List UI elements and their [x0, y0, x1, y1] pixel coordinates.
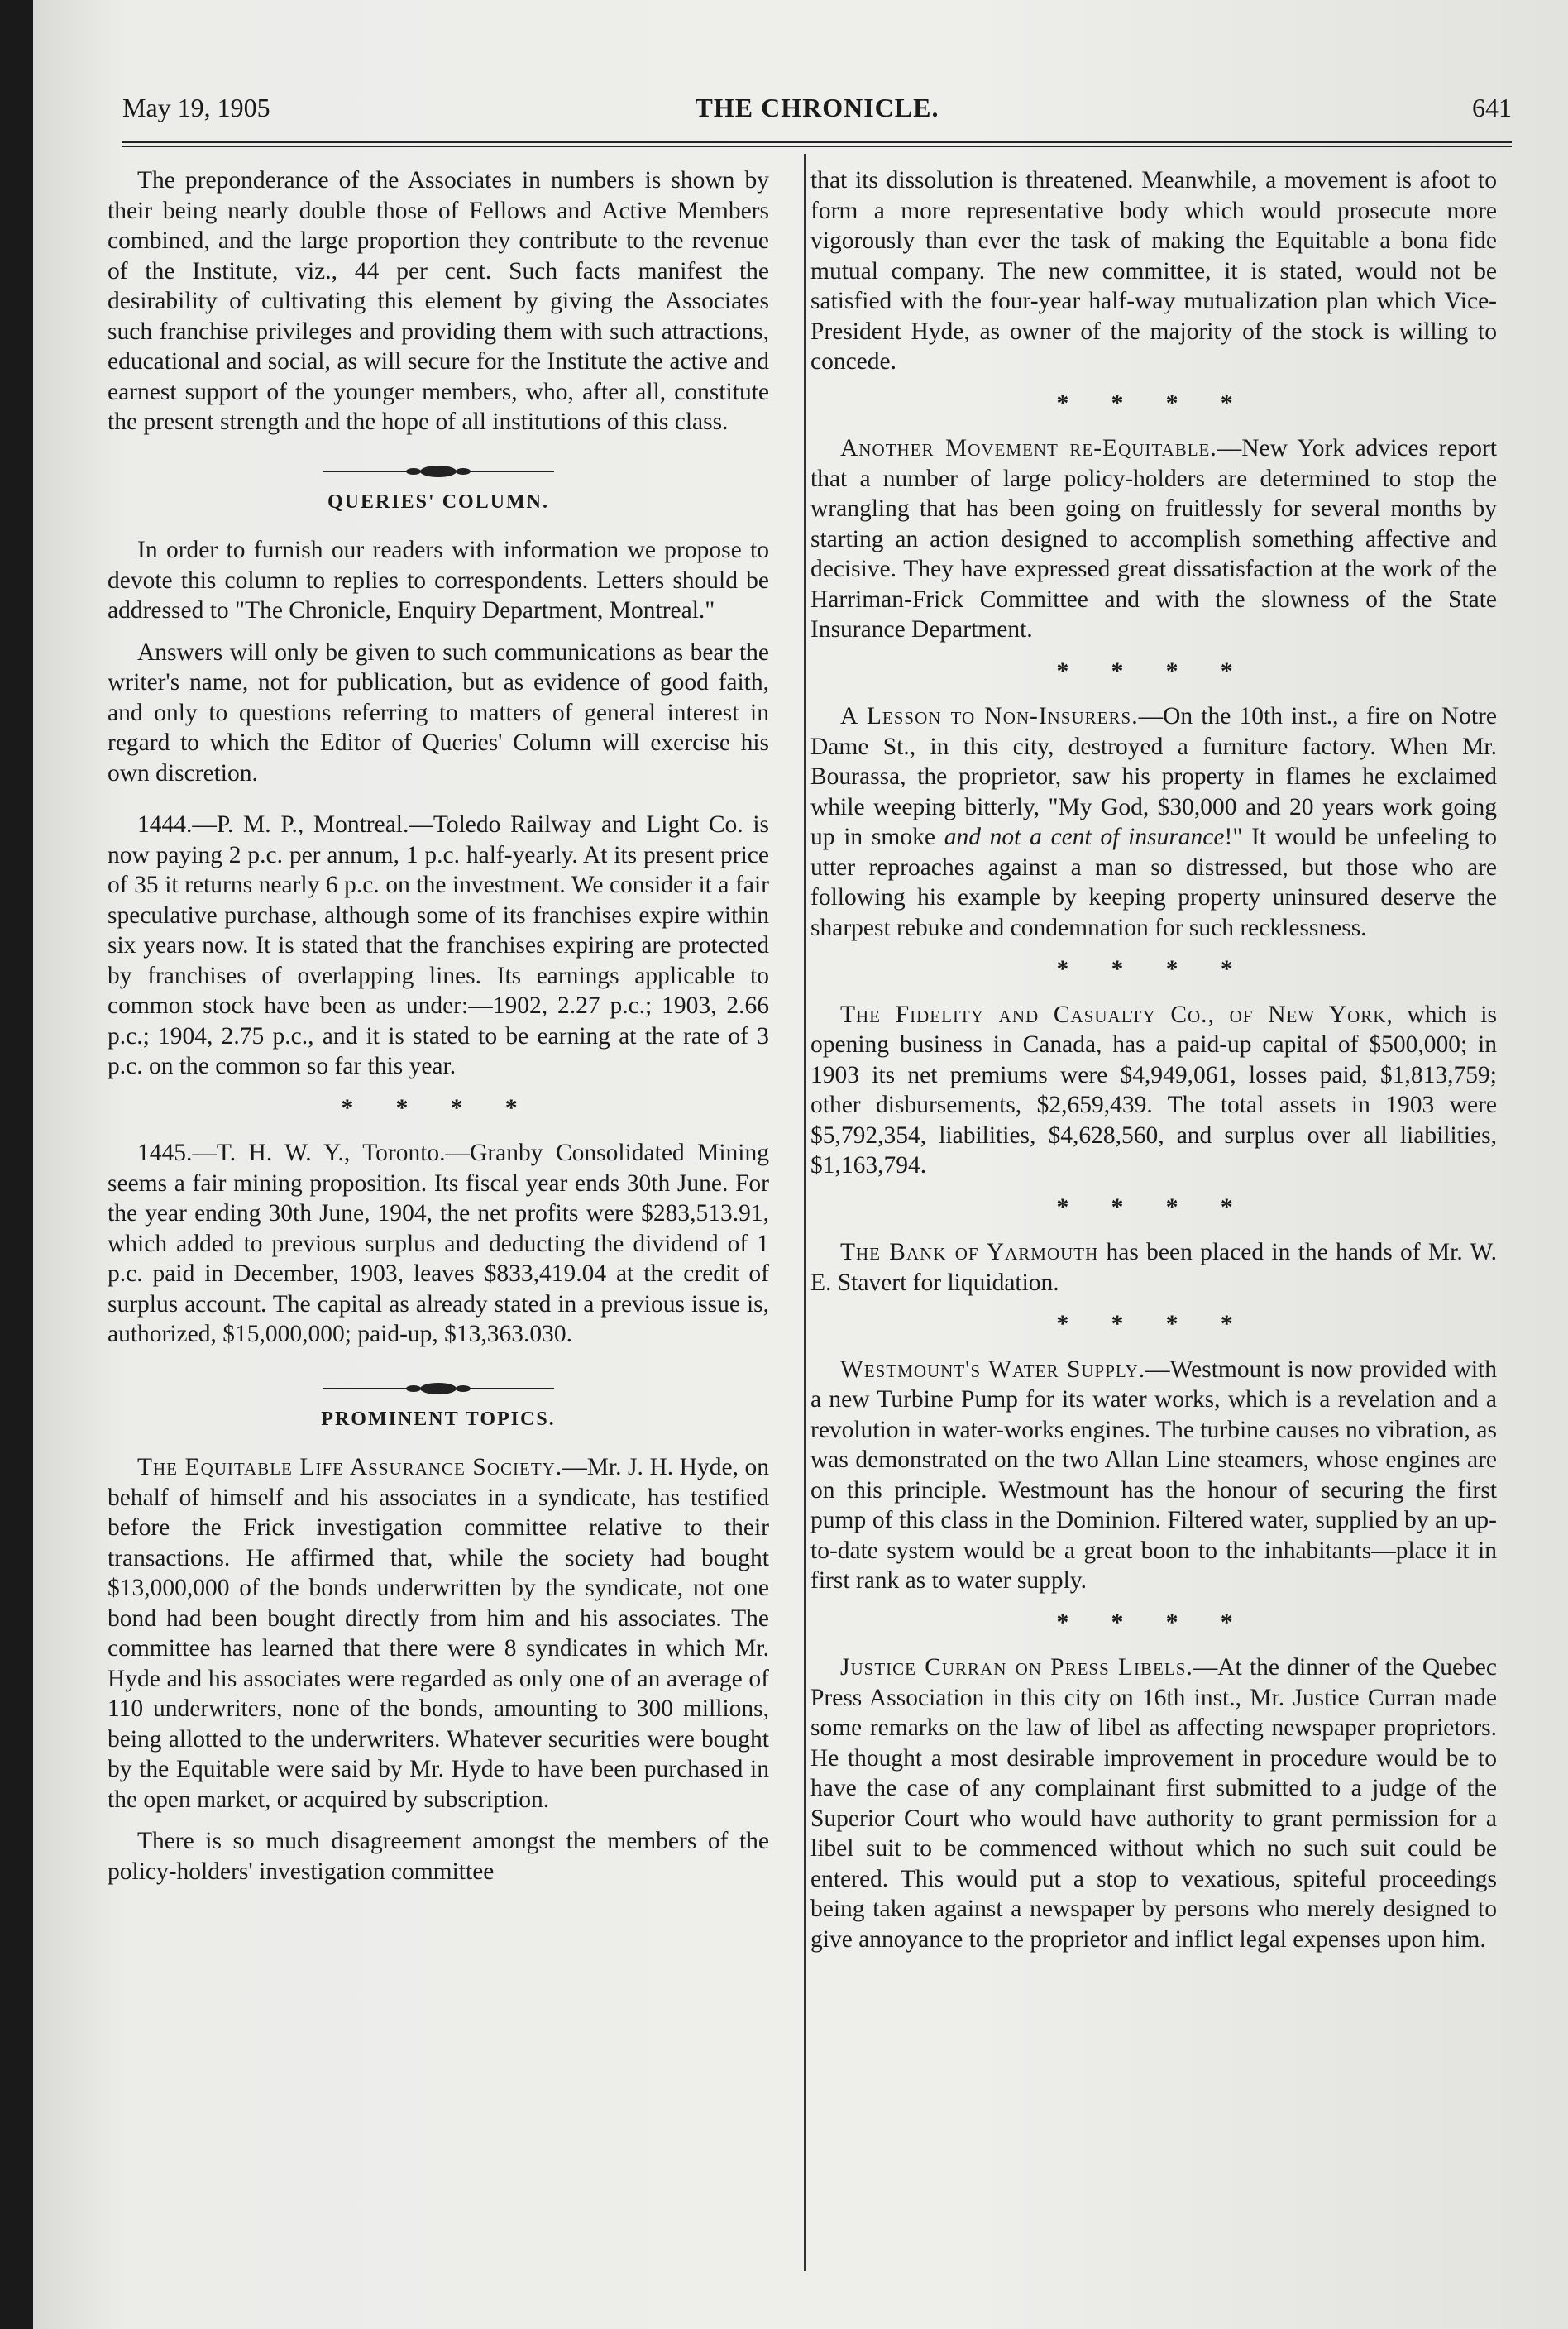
fidelity-text: which is opening business in Canada, has a paid-up capital of $500,000; in 1903 its net premiums were $4,949,061, losses paid, $1,813,759; other disbursements, $2,659,439. The total assets in 1903 were $5,792,354, liabilities, $4,628,560, and surplus over all liabilities, $1,163,794. — [810, 1001, 1497, 1179]
queries-heading: QUERIES' COLUMN. — [327, 490, 550, 513]
page-number: 641 — [1472, 93, 1512, 122]
westmount-lead: Westmount's Water Supply. — [840, 1356, 1146, 1383]
lesson-text-end: !" It would be unfeeling to utter reproaches against a man so distressed, but those who are following his example by keeping property uninsured deserve the sharpest rebuke and condemnation for such recklessness. — [810, 824, 1498, 941]
lesson-lead: A Lesson to Non-Insurers. — [840, 703, 1139, 729]
section-ornament — [108, 1375, 769, 1391]
column-divider — [804, 154, 806, 2271]
curran-lead: Justice Curran on Press Libels. — [840, 1654, 1193, 1681]
right-column — [810, 165, 1497, 1966]
lesson-text: —On the 10th inst., a fire on Notre Dame St., in this city, destroyed a furniture factory. When Mr. Bourassa, the proprietor, saw his property in flames he exclaimed while weeping bitterly, "My God, $30,000 and 20 years work going up in smoke — [810, 703, 1497, 850]
westmount-article — [810, 1355, 1497, 1596]
left-column — [108, 165, 769, 1898]
page-header — [122, 93, 1512, 142]
separator-stars: * * * * — [341, 1094, 536, 1121]
lesson-article — [810, 701, 1497, 943]
section-ornament — [108, 457, 769, 474]
topics-heading: PROMINENT TOPICS. — [321, 1408, 556, 1430]
query-1444: 1444.—P. M. P., Montreal.—Toledo Railway and Light Co. is now paying 2 p.c. per annum, 1 p.c. half-yearly. At its present price of 35 it returns nearly 6 p.c. on the investment. We consider it a fair speculative purchase, although some of its franchises expire within six years now. It is stated that the franchises expiring are protected by franchises of overlapping lines. Its earnings applicable to common stock have been as under:—1902, 2.27 p.c.; 1903, 2.66 p.c.; 1904, 2.75 p.c., and it is stated to be earning at the rate of 3 p.c. on the common so far this year. — [108, 811, 769, 1079]
queries-rules: Answers will only be given to such communications as bear the writer's name, not for publication, but as evidence of good faith, and only to questions referring to matters of general interest in regard to which the Editor of Queries' Column will exercise his own discretion. — [108, 638, 769, 787]
separator-stars: * * * * — [1056, 658, 1251, 685]
curran-text: —At the dinner of the Quebec Press Association in this city on 16th inst., Mr. Justice Curran made some remarks on the law of libel as affecting newspaper proprietors. He thought a most desirable improvement in procedure would be to have the case of any complainant first submitted to a judge of the Superior Court who would have authority to grant permission for a libel suit to be commenced without which no such suit could be entered. This would put a stop to vexatious, spiteful proceedings being taken against a newspaper by persons who merely designed to give annoyance to the proprietor and inflict legal expenses upon him. — [810, 1654, 1497, 1953]
separator-stars: * * * * — [1056, 956, 1251, 983]
queries-intro: In order to furnish our readers with information we propose to devote this column to replies to correspondents. Letters should be addressed to "The Chronicle, Enquiry Department, Montreal." — [108, 537, 769, 624]
curran-article — [810, 1652, 1497, 1954]
disagreement-paragraph: There is so much disagreement amongst the members of the policy-holders' investigation committee — [108, 1828, 769, 1885]
yarmouth-lead: The Bank of Yarmouth — [840, 1239, 1099, 1265]
fidelity-lead: The Fidelity and Casualty Co., of New York, — [840, 1001, 1394, 1028]
newspaper-page — [33, 0, 1568, 2329]
separator-stars: * * * * — [1056, 1311, 1251, 1337]
movement-article — [810, 433, 1497, 645]
westmount-text: —Westmount is now provided with a new Turbine Pump for its water works, which is a revelation and a revolution in water-works engines. The turbine causes no vibration, as was demonstrated on the two Allan Line steamers, whose engines are on this principle. Westmount has the honour of securing the first pump of this class in the Dominion. Filtered water, supplied by an up-to-date system would be a great boon to the inhabitants—place it in first rank as to water supply. — [810, 1356, 1497, 1594]
lesson-italic: and not a cent of insurance — [944, 824, 1225, 850]
separator-stars: * * * * — [1056, 390, 1251, 417]
query-1445: 1445.—T. H. W. Y., Toronto.—Granby Consolidated Mining seems a fair mining proposition. Its fiscal year ends 30th June. For the year ending 30th June, 1904, the net profits were $283,513.91, which added to previous surplus and deducting the dividend of 1 p.c. paid in December, 1903, leaves $833,419.04 at the credit of surplus account. The capital as already stated in a previous issue is, authorized, $15,000,000; paid-up, $13,363.030. — [108, 1140, 769, 1347]
movement-lead: Another Movement re-Equitable. — [840, 435, 1217, 461]
equitable-text: —Mr. J. H. Hyde, on behalf of himself and his associates in a syndicate, has testified before the Frick investigation committee relative to their transactions. He affirmed that, while the society had bought $13,000,000 of the bonds underwritten by the syndicate, not one bond had been bought directly from him and his associates. The committee has learned that there were 8 syndicates in which Mr. Hyde and his associates were regarded as only one of an average of 110 underwriters, none of the bonds, amounting to 300 millions, being allotted to the underwriters. Whatever securities were bought by the Equitable were said by Mr. Hyde to have been purchased in the open market, or acquired by subscription. — [108, 1454, 769, 1813]
publication-title: THE CHRONICLE. — [695, 93, 939, 122]
separator-stars: * * * * — [1056, 1609, 1251, 1636]
issue-date: May 19, 1905 — [122, 93, 270, 122]
yarmouth-article — [810, 1237, 1497, 1298]
separator-stars: * * * * — [1056, 1193, 1251, 1221]
continuation-paragraph: that its dissolution is threatened. Meanwhile, a movement is afoot to form a more representative body which would prosecute more vigorously than ever the task of making the Equitable a bona fide mutual company. The new committee, it is stated, would not be satisfied with the four-year half-way mutualization plan which Vice-President Hyde, as owner of the majority of the stock is willing to concede. — [810, 167, 1497, 375]
movement-text: —New York advices report that a number of large policy-holders are determined to stop the wrangling that has been going on fruitlessly for several months by starting an action designed to accomplish something affective and decisive. They have expressed great dissatisfaction at the work of the Harriman-Frick Committee and with the slowness of the State Insurance Department. — [810, 435, 1497, 643]
fidelity-article — [810, 1000, 1497, 1181]
equitable-lead: The Equitable Life Assurance Society. — [137, 1454, 563, 1480]
yarmouth-text: has been placed in the hands of Mr. W. E. Stavert for liquidation. — [810, 1239, 1497, 1296]
header-rule-thin — [122, 146, 1512, 147]
equitable-article — [108, 1452, 769, 1815]
header-rule — [122, 141, 1512, 143]
intro-paragraph: The preponderance of the Associates in numbers is shown by their being nearly double those of Fellows and Active Members combined, and the large proportion they contribute to the revenue of the Institute, viz., 44 per cent. Such facts manifest the desirability of cultivating this element by giving the Associates such franchise privileges and providing them with such attractions, educational and social, as will secure for the Institute the active and earnest support of the younger members, who, after all, constitute the present strength and the hope of all institutions of this class. — [108, 167, 769, 435]
